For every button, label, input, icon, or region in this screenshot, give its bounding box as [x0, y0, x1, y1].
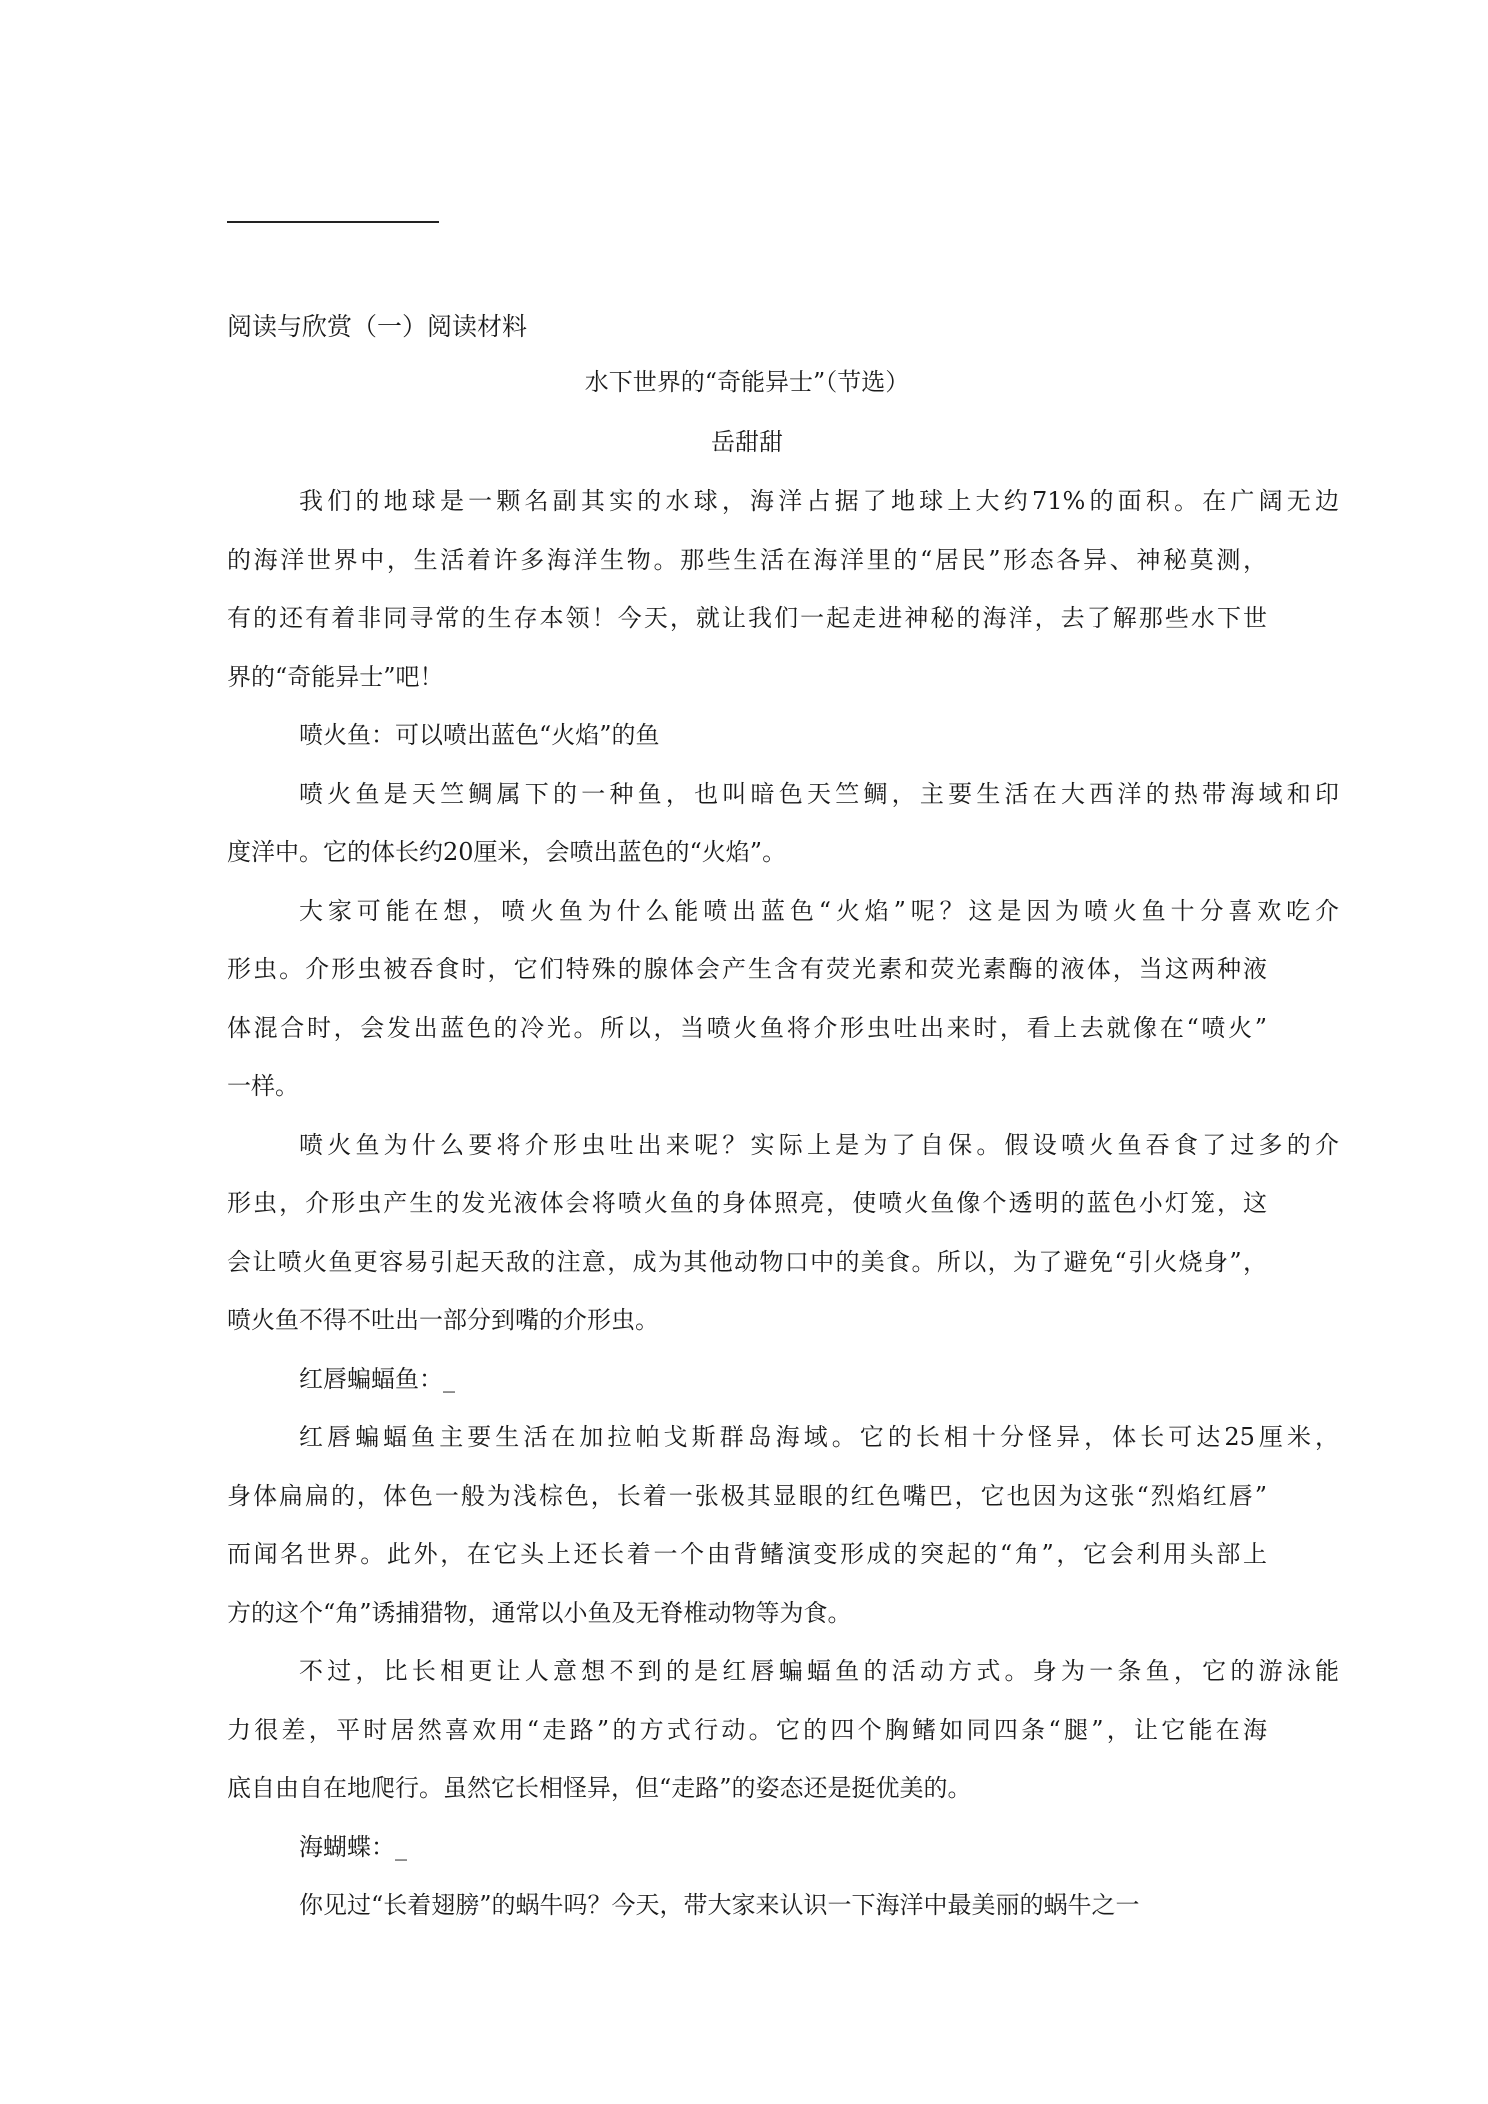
- p5-line-4: 方的这个“角”诱捕猎物，通常以小鱼及无脊椎动物等为食。: [227, 1599, 852, 1627]
- p4-line-3: 会让喷火鱼更容易引起天敌的注意，成为其他动物口中的美食。所以，为了避免“引火烧身”，: [227, 1248, 1267, 1276]
- p6-line-3: 底自由自在地爬行。虽然它长相怪异，但“走路”的姿态还是挺优美的。: [227, 1774, 972, 1802]
- p1-line-1: 我们的地球是一颗名副其实的水球，海洋占据了地球上大约71%的面积。在广阔无边: [299, 487, 1339, 515]
- section-label: 阅读与欣赏（一）阅读材料: [227, 312, 528, 341]
- subheading-red-lipped-batfish: 红唇蝙蝠鱼：_: [299, 1365, 455, 1393]
- p4-line-4: 喷火鱼不得不吐出一部分到嘴的介形虫。: [227, 1306, 659, 1334]
- p5-line-2: 身体扁扁的，体色一般为浅棕色，长着一张极其显眼的红色嘴巴，它也因为这张“烈焰红唇”: [227, 1482, 1267, 1510]
- p1-line-2: 的海洋世界中，生活着许多海洋生物。那些生活在海洋里的“居民”形态各异、神秘莫测，: [227, 546, 1267, 574]
- p1-line-3: 有的还有着非同寻常的生存本领！今天，就让我们一起走进神秘的海洋，去了解那些水下世: [227, 604, 1267, 632]
- subheading-fire-fish: 喷火鱼：可以喷出蓝色“火焰”的鱼: [299, 721, 660, 749]
- p5-line-1: 红唇蝙蝠鱼主要生活在加拉帕戈斯群岛海域。它的长相十分怪异，体长可达25厘米，: [299, 1423, 1339, 1451]
- p3-line-2: 形虫。介形虫被吞食时，它们特殊的腺体会产生含有荧光素和荧光素酶的液体，当这两种液: [227, 955, 1267, 983]
- p2-line-2: 度洋中。它的体长约20厘米，会喷出蓝色的“火焰”。: [227, 838, 787, 866]
- p3-line-1: 大家可能在想，喷火鱼为什么能喷出蓝色“火焰”呢？这是因为喷火鱼十分喜欢吃介: [299, 897, 1339, 925]
- header-rule: [227, 221, 439, 223]
- p1-line-4: 界的“奇能异士”吧！: [227, 663, 444, 691]
- p3-line-3: 体混合时，会发出蓝色的冷光。所以，当喷火鱼将介形虫吐出来时，看上去就像在“喷火”: [227, 1014, 1267, 1042]
- p4-line-2: 形虫，介形虫产生的发光液体会将喷火鱼的身体照亮，使喷火鱼像个透明的蓝色小灯笼，这: [227, 1189, 1267, 1217]
- subheading-sea-butterfly: 海蝴蝶：_: [299, 1833, 407, 1861]
- article-author: 岳甜甜: [711, 428, 783, 456]
- p6-line-2: 力很差，平时居然喜欢用“走路”的方式行动。它的四个胸鳍如同四条“腿”，让它能在海: [227, 1716, 1267, 1744]
- p5-line-3: 而闻名世界。此外，在它头上还长着一个由背鳍演变形成的突起的“角”，它会利用头部上: [227, 1540, 1267, 1568]
- p6-line-1: 不过，比长相更让人意想不到的是红唇蝙蝠鱼的活动方式。身为一条鱼，它的游泳能: [299, 1657, 1339, 1685]
- p3-line-4: 一样。: [227, 1072, 299, 1100]
- p4-line-1: 喷火鱼为什么要将介形虫吐出来呢？实际上是为了自保。假设喷火鱼吞食了过多的介: [299, 1131, 1339, 1159]
- p2-line-1: 喷火鱼是天竺鲷属下的一种鱼，也叫暗色天竺鲷，主要生活在大西洋的热带海域和印: [299, 780, 1339, 808]
- article-title: 水下世界的“奇能异士”（节选）: [584, 368, 910, 396]
- p7-line-1: 你见过“长着翅膀”的蜗牛吗？今天，带大家来认识一下海洋中最美丽的蜗牛之一: [299, 1891, 1140, 1919]
